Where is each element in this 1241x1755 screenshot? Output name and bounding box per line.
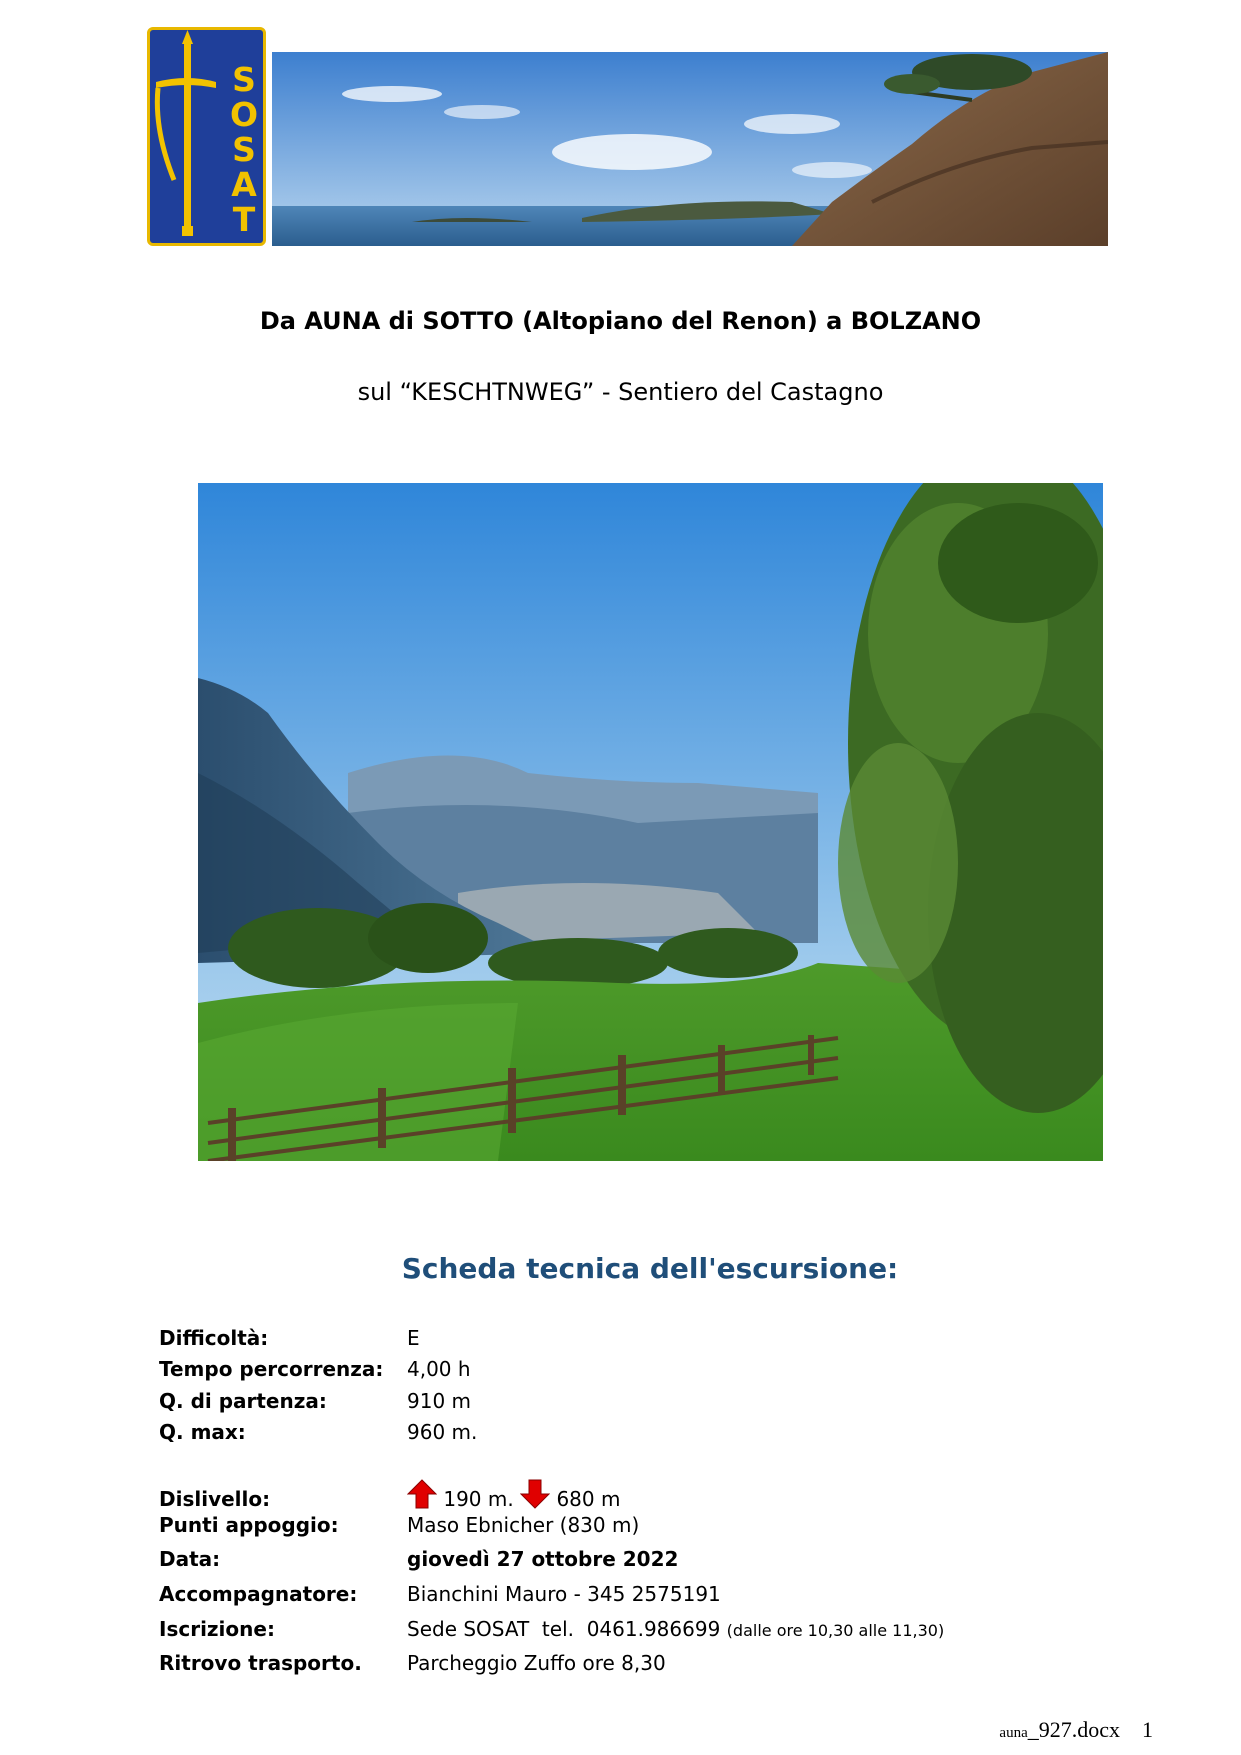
header-banner-image [272,52,1108,246]
spec-label: Difficoltà: [159,1326,269,1350]
spec-row-iscrizione [159,1617,944,1645]
sosat-logo [147,27,266,246]
spec-value: 960 m. [407,1420,478,1444]
spec-value: 910 m [407,1389,472,1413]
spec-row-data [159,1547,678,1575]
spec-label: Data: [159,1547,221,1571]
spec-value: giovedì 27 ottobre 2022 [407,1547,679,1571]
spec-label: Iscrizione: [159,1617,275,1641]
page-footer [999,1717,1153,1743]
spec-label: Q. di partenza: [159,1389,327,1413]
page-number: 1 [1142,1717,1153,1742]
spec-label: Dislivello: [159,1487,271,1511]
spec-value: Bianchini Mauro - 345 2575191 [407,1582,721,1606]
spec-label: Accompagnatore: [159,1582,358,1606]
spec-value [407,1617,944,1641]
logo-letter: T [232,200,256,239]
iscrizione-text: Sede SOSAT tel. 0461.986699 [407,1617,721,1641]
spec-row-max [159,1420,477,1448]
logo-letter: S [232,60,256,99]
ascent-value: 190 m. [443,1487,514,1511]
spec-label: Q. max: [159,1420,246,1444]
section-title: Scheda tecnica dell'escursione: [401,1252,899,1285]
logo-letter: S [232,130,256,169]
document-subtitle: sul “KESCHTNWEG” - Sentiero del Castagno [357,378,884,406]
spec-row-partenza [159,1389,471,1417]
spec-row-accompagnatore [159,1582,721,1610]
spec-value: E [407,1326,420,1350]
logo-letters [224,62,264,237]
landscape-photo [198,483,1103,1161]
arrow-up-icon [407,1479,437,1509]
footer-file-prefix: auna [999,1725,1028,1741]
spec-row-tempo [159,1357,471,1385]
spec-row-appoggio [159,1513,639,1541]
spec-label: Tempo percorrenza: [159,1357,384,1381]
spec-row-difficolta [159,1326,420,1354]
iscrizione-hours-note: (dalle ore 10,30 alle 11,30) [726,1621,945,1640]
arrow-down-icon [520,1479,550,1509]
footer-filename: _927.docx [1027,1717,1120,1742]
spec-row-ritrovo [159,1651,666,1679]
spec-value: Maso Ebnicher (830 m) [407,1513,640,1537]
logo-letter: A [231,165,257,204]
logo-letter: O [229,95,259,134]
descent-value: 680 m [556,1487,621,1511]
document-title: Da AUNA di SOTTO (Altopiano del Renon) a BOLZANO [259,307,982,335]
spec-label: Ritrovo trasporto. [159,1651,362,1675]
spec-value [407,1479,620,1511]
spec-value: Parcheggio Zuffo ore 8,30 [407,1651,666,1675]
spec-row-dislivello [159,1479,621,1511]
spec-value: 4,00 h [407,1357,471,1381]
spec-label: Punti appoggio: [159,1513,339,1537]
